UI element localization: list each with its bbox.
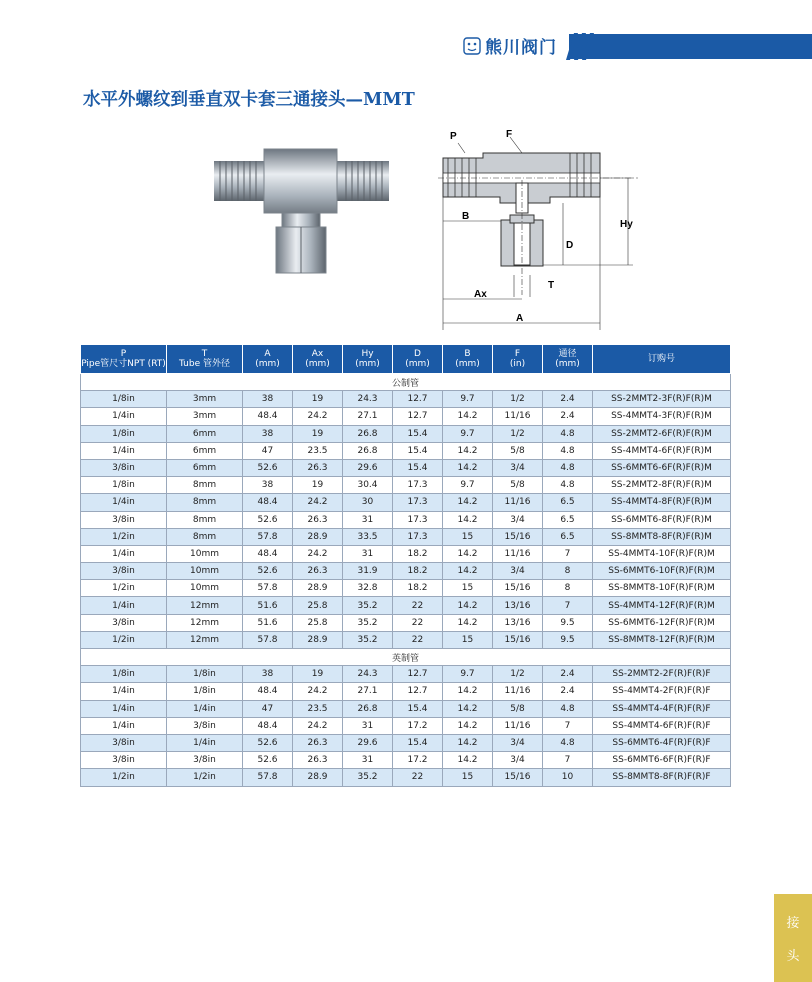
- table-cell: 52.6: [243, 734, 293, 751]
- table-cell: 1/2in: [81, 580, 167, 597]
- table-cell: 1/4in: [81, 442, 167, 459]
- section-row: [81, 649, 731, 666]
- table-cell: 57.8: [243, 528, 293, 545]
- table-cell: 10mm: [167, 563, 243, 580]
- table-cell: SS-6MMT6-10F(R)F(R)M: [593, 563, 731, 580]
- table-cell: SS-4MMT4-8F(R)F(R)M: [593, 494, 731, 511]
- table-cell: 1/8in: [81, 391, 167, 408]
- table-cell: 17.3: [393, 528, 443, 545]
- table-cell: 9.7: [443, 425, 493, 442]
- table-cell: 14.2: [443, 597, 493, 614]
- column-header: [293, 345, 343, 374]
- table-row: [81, 545, 731, 562]
- label-b: B: [462, 211, 470, 222]
- table-cell: 14.2: [443, 717, 493, 734]
- table-cell: 11/16: [493, 545, 543, 562]
- table-cell: 14.2: [443, 563, 493, 580]
- table-cell: SS-6MMT6-12F(R)F(R)M: [593, 614, 731, 631]
- table-cell: 26.3: [293, 511, 343, 528]
- table-cell: 1/8in: [167, 683, 243, 700]
- column-header-bottom: Tube 管外径: [179, 359, 230, 369]
- table-cell: 11/16: [493, 408, 543, 425]
- table-cell: 15.4: [393, 442, 443, 459]
- table-cell: 13/16: [493, 597, 543, 614]
- table-cell: 6mm: [167, 442, 243, 459]
- table-row: [81, 459, 731, 476]
- table-cell: 2.4: [543, 666, 593, 683]
- table-cell: 14.2: [443, 545, 493, 562]
- table-cell: 33.5: [343, 528, 393, 545]
- table-cell: SS-4MMT4-6F(R)F(R)F: [593, 717, 731, 734]
- table-cell: 22: [393, 597, 443, 614]
- table-cell: 1/2: [493, 391, 543, 408]
- table-cell: 19: [293, 666, 343, 683]
- table-cell: 32.8: [343, 580, 393, 597]
- table-cell: 9.7: [443, 391, 493, 408]
- column-header: [543, 345, 593, 374]
- table-cell: 14.2: [443, 700, 493, 717]
- table-cell: 7: [543, 717, 593, 734]
- table-cell: 23.5: [293, 700, 343, 717]
- table-cell: 4.8: [543, 477, 593, 494]
- table-cell: 47: [243, 442, 293, 459]
- table-cell: 15.4: [393, 425, 443, 442]
- column-header-top: P: [120, 348, 127, 359]
- table-cell: 9.5: [543, 631, 593, 648]
- column-header-top: 订购号: [647, 353, 675, 364]
- table-cell: 8mm: [167, 528, 243, 545]
- column-header: [81, 345, 167, 374]
- table-cell: 3/4: [493, 752, 543, 769]
- table-cell: 35.2: [343, 597, 393, 614]
- table-row: [81, 511, 731, 528]
- table-cell: 24.2: [293, 408, 343, 425]
- table-cell: SS-6MMT6-4F(R)F(R)F: [593, 734, 731, 751]
- table-cell: 15: [443, 580, 493, 597]
- table-cell: 31.9: [343, 563, 393, 580]
- table-cell: SS-4MMT4-6F(R)F(R)M: [593, 442, 731, 459]
- table-row: [81, 425, 731, 442]
- table-cell: 22: [393, 769, 443, 786]
- table-cell: 1/2in: [167, 769, 243, 786]
- table-cell: 3/8in: [81, 563, 167, 580]
- table-cell: 31: [343, 717, 393, 734]
- table-cell: 3/8in: [167, 752, 243, 769]
- table-cell: SS-2MMT2-3F(R)F(R)M: [593, 391, 731, 408]
- section-label: 英制管: [81, 649, 731, 666]
- table-cell: 15: [443, 769, 493, 786]
- table-cell: 31: [343, 545, 393, 562]
- table-cell: 15/16: [493, 528, 543, 545]
- table-cell: 7: [543, 752, 593, 769]
- table-cell: 17.3: [393, 477, 443, 494]
- table-row: [81, 597, 731, 614]
- column-header-top: F: [514, 348, 521, 359]
- table-cell: 52.6: [243, 511, 293, 528]
- table-cell: 38: [243, 666, 293, 683]
- table-cell: 9.7: [443, 477, 493, 494]
- column-header-top: T: [201, 348, 208, 359]
- label-ax: Ax: [474, 289, 487, 300]
- table-cell: SS-4MMT4-12F(R)F(R)M: [593, 597, 731, 614]
- table-cell: 31: [343, 752, 393, 769]
- table-cell: 3/8in: [167, 717, 243, 734]
- table-cell: 2.4: [543, 391, 593, 408]
- label-p: P: [450, 131, 457, 142]
- table-cell: 3/8in: [81, 614, 167, 631]
- table-row: [81, 408, 731, 425]
- column-header: [343, 345, 393, 374]
- column-header: [167, 345, 243, 374]
- table-cell: 48.4: [243, 545, 293, 562]
- table-cell: 6.5: [543, 511, 593, 528]
- table-cell: 17.2: [393, 717, 443, 734]
- table-cell: 15/16: [493, 631, 543, 648]
- table-cell: 27.1: [343, 408, 393, 425]
- label-hy: Hy: [620, 219, 633, 230]
- label-a: A: [516, 313, 524, 324]
- column-header-bottom: (mm): [405, 359, 430, 369]
- column-header: [493, 345, 543, 374]
- table-cell: 17.2: [393, 752, 443, 769]
- table-cell: 4.8: [543, 700, 593, 717]
- table-cell: 3/8in: [81, 511, 167, 528]
- column-header-bottom: (mm): [355, 359, 380, 369]
- table-cell: 24.3: [343, 666, 393, 683]
- table-cell: 12.7: [393, 408, 443, 425]
- column-header-top: Ax: [311, 348, 324, 359]
- table-cell: 35.2: [343, 631, 393, 648]
- dimension-drawing: [438, 125, 638, 335]
- section-row: [81, 374, 731, 391]
- table-cell: SS-8MMT8-10F(R)F(R)M: [593, 580, 731, 597]
- table-cell: 3/8in: [81, 734, 167, 751]
- table-cell: SS-2MMT2-2F(R)F(R)F: [593, 666, 731, 683]
- table-cell: 19: [293, 391, 343, 408]
- column-header-bottom: (mm): [305, 359, 330, 369]
- brand: [463, 33, 557, 58]
- table-cell: 26.3: [293, 459, 343, 476]
- table-cell: 4.8: [543, 734, 593, 751]
- table-cell: 28.9: [293, 769, 343, 786]
- table-cell: 24.2: [293, 494, 343, 511]
- table-cell: 1/2: [493, 425, 543, 442]
- table-cell: SS-8MMT8-8F(R)F(R)M: [593, 528, 731, 545]
- table-row: [81, 666, 731, 683]
- table-cell: 48.4: [243, 408, 293, 425]
- table-cell: SS-2MMT2-8F(R)F(R)M: [593, 477, 731, 494]
- table-cell: SS-6MMT6-6F(R)F(R)F: [593, 752, 731, 769]
- table-cell: 3/4: [493, 511, 543, 528]
- table-cell: 48.4: [243, 494, 293, 511]
- spec-table: [80, 344, 731, 787]
- table-cell: 15/16: [493, 769, 543, 786]
- table-row: [81, 752, 731, 769]
- table-row: [81, 700, 731, 717]
- column-header-bottom: (mm): [255, 359, 280, 369]
- table-cell: 5/8: [493, 477, 543, 494]
- table-cell: 24.2: [293, 545, 343, 562]
- table-row: [81, 769, 731, 786]
- table-cell: 28.9: [293, 631, 343, 648]
- table-cell: 14.2: [443, 734, 493, 751]
- column-header: [393, 345, 443, 374]
- column-header-bottom: Pipe管尺寸NPT (RT): [81, 359, 166, 369]
- table-cell: 15: [443, 528, 493, 545]
- table-cell: 3/8in: [81, 459, 167, 476]
- table-cell: 18.2: [393, 580, 443, 597]
- table-cell: 4.8: [543, 425, 593, 442]
- column-header-top: 通径: [558, 348, 577, 359]
- table-header-row: [81, 345, 731, 374]
- table-cell: 14.2: [443, 752, 493, 769]
- table-cell: 6.5: [543, 494, 593, 511]
- table-cell: 9.5: [543, 614, 593, 631]
- table-cell: 26.8: [343, 425, 393, 442]
- table-cell: 18.2: [393, 563, 443, 580]
- table-cell: 24.2: [293, 683, 343, 700]
- table-cell: 28.9: [293, 580, 343, 597]
- table-cell: 47: [243, 700, 293, 717]
- table-cell: 13/16: [493, 614, 543, 631]
- page-title: 水平外螺纹到垂直双卡套三通接头—MMT: [83, 90, 415, 110]
- brand-slashes: [566, 33, 606, 60]
- table-cell: 14.2: [443, 683, 493, 700]
- table-cell: 1/2in: [81, 528, 167, 545]
- table-cell: 3/4: [493, 734, 543, 751]
- table-row: [81, 563, 731, 580]
- table-cell: 8mm: [167, 494, 243, 511]
- table-cell: 1/8in: [81, 477, 167, 494]
- table-cell: 6mm: [167, 459, 243, 476]
- table-body: [81, 374, 731, 787]
- table-cell: 48.4: [243, 683, 293, 700]
- table-row: [81, 717, 731, 734]
- table-cell: 38: [243, 425, 293, 442]
- table-cell: 8mm: [167, 511, 243, 528]
- table-cell: 52.6: [243, 459, 293, 476]
- table-cell: 26.3: [293, 734, 343, 751]
- column-header-top: Hy: [361, 348, 374, 359]
- column-header: [593, 345, 731, 374]
- table-cell: 22: [393, 614, 443, 631]
- table-cell: 6.5: [543, 528, 593, 545]
- table-cell: 11/16: [493, 494, 543, 511]
- table-cell: 19: [293, 477, 343, 494]
- table-cell: 15.4: [393, 700, 443, 717]
- table-cell: 10: [543, 769, 593, 786]
- table-row: [81, 683, 731, 700]
- table-row: [81, 494, 731, 511]
- column-header-top: B: [464, 348, 471, 359]
- table-cell: 4.8: [543, 459, 593, 476]
- table-cell: 12.7: [393, 666, 443, 683]
- table-cell: 1/8in: [81, 425, 167, 442]
- table-cell: 1/2in: [81, 631, 167, 648]
- table-cell: SS-4MMT4-2F(R)F(R)F: [593, 683, 731, 700]
- table-row: [81, 442, 731, 459]
- table-cell: 15.4: [393, 734, 443, 751]
- table-cell: 1/4in: [167, 700, 243, 717]
- label-f: F: [506, 129, 513, 140]
- label-t: T: [548, 280, 555, 291]
- table-cell: 14.2: [443, 494, 493, 511]
- table-cell: 8: [543, 580, 593, 597]
- table-cell: 1/4in: [81, 717, 167, 734]
- bear-logo-icon: [463, 37, 481, 55]
- table-cell: 25.8: [293, 614, 343, 631]
- table-cell: 1/4in: [81, 700, 167, 717]
- table-cell: 7: [543, 597, 593, 614]
- table-cell: 1/4in: [81, 545, 167, 562]
- table-cell: 35.2: [343, 614, 393, 631]
- table-cell: 5/8: [493, 700, 543, 717]
- table-cell: 28.9: [293, 528, 343, 545]
- table-cell: 10mm: [167, 545, 243, 562]
- table-cell: 52.6: [243, 752, 293, 769]
- table-cell: SS-4MMT4-10F(R)F(R)M: [593, 545, 731, 562]
- table-cell: SS-6MMT6-8F(R)F(R)M: [593, 511, 731, 528]
- table-cell: 31: [343, 511, 393, 528]
- table-cell: 22: [393, 631, 443, 648]
- fitting-photo: [212, 143, 392, 278]
- table-cell: 9.7: [443, 666, 493, 683]
- brand-name: 熊川阀门: [485, 38, 557, 58]
- table-cell: 26.8: [343, 700, 393, 717]
- table-cell: 23.5: [293, 442, 343, 459]
- table-cell: 24.2: [293, 717, 343, 734]
- section-label: 公制管: [81, 374, 731, 391]
- table-cell: 12.7: [393, 391, 443, 408]
- table-cell: 4.8: [543, 442, 593, 459]
- column-header-bottom: (mm): [555, 359, 580, 369]
- table-cell: 26.8: [343, 442, 393, 459]
- side-tab-char: 头: [786, 949, 800, 964]
- label-d: D: [566, 240, 574, 251]
- table-cell: 38: [243, 391, 293, 408]
- table-cell: 1/2in: [81, 769, 167, 786]
- table-cell: 1/4in: [81, 597, 167, 614]
- table-row: [81, 614, 731, 631]
- table-row: [81, 528, 731, 545]
- table-cell: SS-2MMT2-6F(R)F(R)M: [593, 425, 731, 442]
- table-cell: SS-8MMT8-8F(R)F(R)F: [593, 769, 731, 786]
- table-cell: 57.8: [243, 631, 293, 648]
- table-cell: 14.2: [443, 511, 493, 528]
- table-cell: 2.4: [543, 683, 593, 700]
- table-cell: 51.6: [243, 597, 293, 614]
- table-cell: SS-6MMT6-6F(R)F(R)M: [593, 459, 731, 476]
- table-cell: 18.2: [393, 545, 443, 562]
- table-cell: 3/4: [493, 459, 543, 476]
- table-cell: 26.3: [293, 563, 343, 580]
- column-header: [243, 345, 293, 374]
- side-tab: [774, 894, 812, 982]
- table-cell: 11/16: [493, 717, 543, 734]
- table-row: [81, 580, 731, 597]
- table-cell: 3mm: [167, 408, 243, 425]
- table-cell: 1/2: [493, 666, 543, 683]
- table-cell: 2.4: [543, 408, 593, 425]
- table-cell: 1/4in: [81, 683, 167, 700]
- table-cell: 8: [543, 563, 593, 580]
- table-cell: 15/16: [493, 580, 543, 597]
- column-header: [443, 345, 493, 374]
- table-cell: 3/4: [493, 563, 543, 580]
- table-cell: 5/8: [493, 442, 543, 459]
- table-cell: 57.8: [243, 769, 293, 786]
- table-cell: 29.6: [343, 734, 393, 751]
- table-row: [81, 391, 731, 408]
- table-row: [81, 477, 731, 494]
- table-cell: 1/4in: [167, 734, 243, 751]
- column-header-top: D: [414, 348, 421, 359]
- table-cell: 57.8: [243, 580, 293, 597]
- table-cell: 19: [293, 425, 343, 442]
- table-cell: 14.2: [443, 459, 493, 476]
- table-cell: 52.6: [243, 563, 293, 580]
- table-cell: 8mm: [167, 477, 243, 494]
- table-cell: 15.4: [393, 459, 443, 476]
- table-cell: 48.4: [243, 717, 293, 734]
- table-cell: SS-4MMT4-3F(R)F(R)M: [593, 408, 731, 425]
- table-cell: 3mm: [167, 391, 243, 408]
- table-cell: 14.2: [443, 614, 493, 631]
- table-cell: 3/8in: [81, 752, 167, 769]
- table-cell: 12mm: [167, 597, 243, 614]
- table-cell: 12mm: [167, 631, 243, 648]
- table-cell: 25.8: [293, 597, 343, 614]
- table-cell: 1/8in: [167, 666, 243, 683]
- table-cell: 6mm: [167, 425, 243, 442]
- table-cell: SS-8MMT8-12F(R)F(R)M: [593, 631, 731, 648]
- table-cell: 12mm: [167, 614, 243, 631]
- table-cell: 51.6: [243, 614, 293, 631]
- table-cell: 24.3: [343, 391, 393, 408]
- column-header-bottom: (mm): [455, 359, 480, 369]
- table-cell: 7: [543, 545, 593, 562]
- table-cell: 30.4: [343, 477, 393, 494]
- table-cell: 35.2: [343, 769, 393, 786]
- table-cell: 17.3: [393, 494, 443, 511]
- table-cell: 15: [443, 631, 493, 648]
- side-tab-char: 接: [786, 916, 800, 931]
- table-cell: SS-4MMT4-4F(R)F(R)F: [593, 700, 731, 717]
- table-cell: 1/4in: [81, 408, 167, 425]
- column-header-top: A: [264, 348, 271, 359]
- table-cell: 38: [243, 477, 293, 494]
- table-row: [81, 734, 731, 751]
- table-cell: 29.6: [343, 459, 393, 476]
- table-cell: 30: [343, 494, 393, 511]
- column-header-bottom: (in): [509, 359, 526, 369]
- table-cell: 17.3: [393, 511, 443, 528]
- table-cell: 14.2: [443, 442, 493, 459]
- table-cell: 26.3: [293, 752, 343, 769]
- table-cell: 10mm: [167, 580, 243, 597]
- table-cell: 27.1: [343, 683, 393, 700]
- table-cell: 14.2: [443, 408, 493, 425]
- table-cell: 1/8in: [81, 666, 167, 683]
- table-cell: 11/16: [493, 683, 543, 700]
- table-cell: 1/4in: [81, 494, 167, 511]
- table-cell: 12.7: [393, 683, 443, 700]
- table-row: [81, 631, 731, 648]
